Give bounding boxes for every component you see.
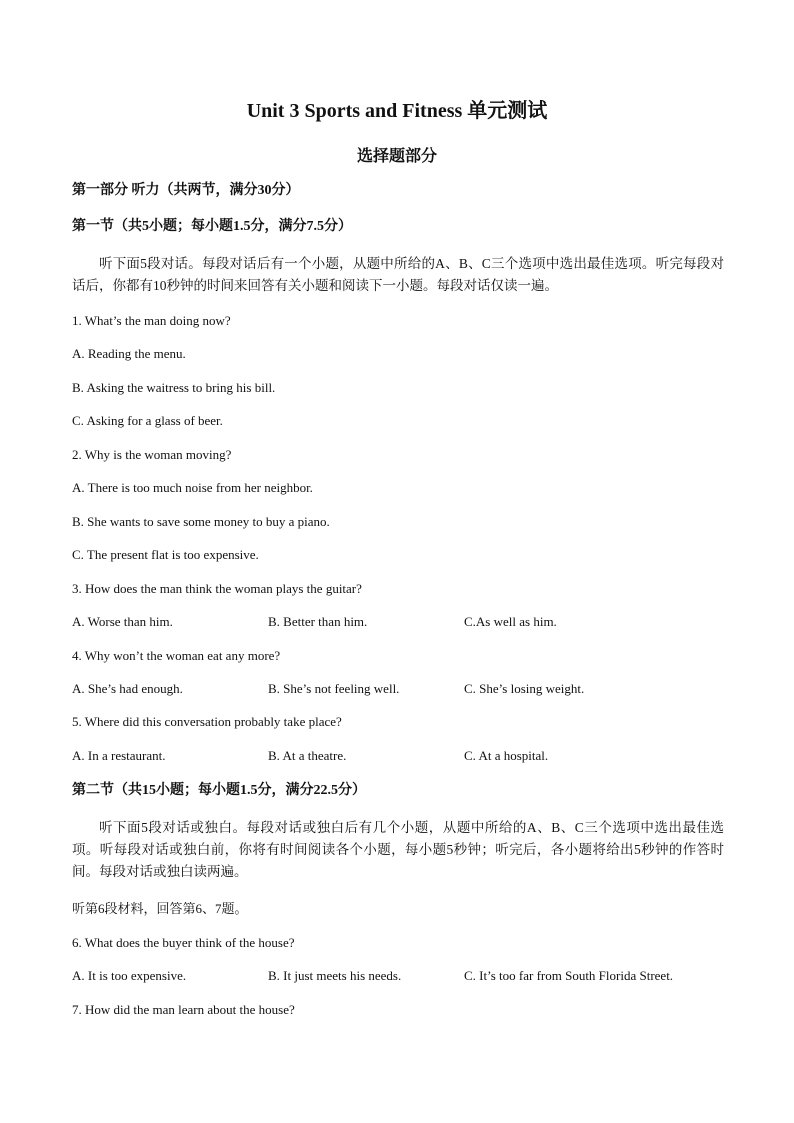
question-6-option-c: C. It’s too far from South Florida Street. — [464, 968, 674, 983]
page-title: Unit 3 Sports and Fitness 单元测试 — [246, 100, 548, 122]
question-5-option-a: A. In a restaurant. — [72, 748, 166, 763]
section1-instructions: 听下面5段对话。每段对话后有一个小题，从题中所给的A、B、C三个选项中选出最佳选项。听完每段对话后，你都有10秒钟的时间来回答有关小题和阅读下一小题。每段对话仅读一遍。 — [72, 256, 724, 293]
question-1-option-b: B. Asking the waitress to bring his bill. — [72, 380, 276, 395]
part1-heading: 第一部分 听力（共两节，满分30分） — [72, 183, 300, 198]
question-6: 6. What does the buyer think of the house? — [72, 935, 295, 950]
question-5-option-c: C. At a hospital. — [464, 748, 549, 763]
page-subtitle: 选择题部分 — [356, 148, 437, 165]
question-4-option-b: B. She’s not feeling well. — [268, 681, 400, 696]
question-5-option-b: B. At a theatre. — [268, 748, 347, 763]
question-2-option-c: C. The present flat is too expensive. — [72, 547, 259, 562]
question-2-option-a: A. There is too much noise from her neighbor. — [72, 480, 313, 495]
question-6-option-b: B. It just meets his needs. — [268, 968, 402, 983]
question-7: 7. How did the man learn about the house? — [72, 1002, 295, 1017]
question-2-option-b: B. She wants to save some money to buy a piano. — [72, 514, 330, 529]
question-1-option-a: A. Reading the menu. — [72, 346, 186, 361]
question-4-option-c: C. She’s losing weight. — [464, 681, 585, 696]
question-3-option-c: C.As well as him. — [464, 614, 557, 629]
question-1-option-c: C. Asking for a glass of beer. — [72, 413, 223, 428]
section2-instructions: 听下面5段对话或独白。每段对话或独白后有几个小题，从题中所给的A、B、C三个选项中选出最佳选项。听每段对话或独白前，你将有时间阅读各个小题，每小题5秒钟；听完后，各小题将给出5秒钟的作答时间。每段对话或独白读两遍。 — [72, 820, 724, 879]
question-3-option-b: B. Better than him. — [268, 614, 368, 629]
question-4: 4. Why won’t the woman eat any more? — [72, 648, 281, 663]
question-3-option-a: A. Worse than him. — [72, 614, 173, 629]
question-4-option-a: A. She’s had enough. — [72, 681, 183, 696]
section1-heading: 第一节（共5小题；每小题1.5分，满分7.5分） — [72, 219, 352, 234]
question-2: 2. Why is the woman moving? — [72, 447, 232, 462]
question-6-option-a: A. It is too expensive. — [72, 968, 187, 983]
question-3: 3. How does the man think the woman plays the guitar? — [72, 581, 362, 596]
question-5: 5. Where did this conversation probably take place? — [72, 714, 342, 729]
section2-heading: 第二节（共15小题；每小题1.5分，满分22.5分） — [72, 783, 366, 798]
question-1: 1. What’s the man doing now? — [72, 313, 231, 328]
material-note: 听第6段材料，回答第6、7题。 — [72, 901, 248, 916]
